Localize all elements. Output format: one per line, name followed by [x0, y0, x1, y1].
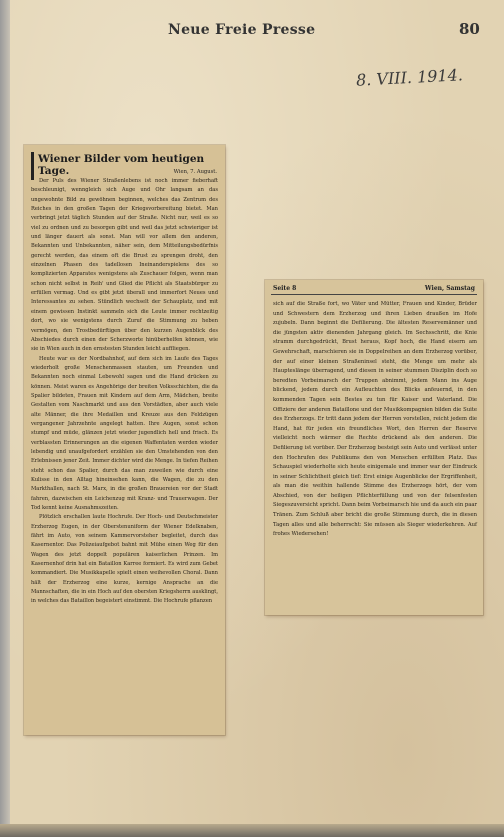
handwritten-date: 8. VIII. 1914.	[355, 65, 464, 90]
header-divider	[271, 294, 477, 295]
article-body-left	[31, 177, 218, 607]
dateline: Wien, 7. August.	[173, 169, 217, 175]
right-header-date: Wien, Samstag	[424, 285, 475, 292]
headline: Wiener Bilder vom heutigen Tage.	[38, 153, 205, 177]
page-number: 80	[459, 20, 480, 38]
article-paragraph: Plötzlich erschallen laute Hochrufe. Der Hoch- und Deutschmeister Erzherzog Eugen, in der Oberstenuniform der Wiener Edelknaben, fährt im Auto, von seinem Kammervorsteher begleitet, durch das Kasernentor. Das Polizeiaufgebot bahnt mit Mühe einen Weg für den Wagen des jetzt doppelt populären kaiserlichen Prinzen. Im Kasernenhof drin hat ein Bataillon Karree formiert. Es wird zum Gebet kommandiert. Die Musikkapelle spielt einen weihevollen Choral. Dann hält der Erzherzog eine kurze, kernige Ansprache an die Mannschaften, die in ein Hoch auf den obersten Kriegsherrn ausklingt, in welches das Bataillon begeistert einstimmt. Die Hochrufe pflanzen	[31, 514, 218, 605]
article-paragraph: Der Puls des Wiener Straßenlebens ist noch immer fieberhaft beschleunigt, wenngleich sich Auge und Ohr langsam an das ungewohnte Bild zu gewöhnen beginnen, welches das Zentrum des Reiches in den großen Tagen der Kriegsvorbereitung bietet. Man verbringt jetzt täglich Stunden auf der Straße. Nicht nur, weil es so viel zu ordnen und zu besorgen gibt und weil das jetzt schwieriger ist und länger dauert als sonst. Man will vor allem den anderen, Bekannten und Unbekannten, näher sein, dem Mitteilungsbedürfnis gerecht werden, das einem oft die Brust zu sprengen droht, den einzelnen Phasen des tadellosen Ineinanderspielens des so komplizierten Apparates wenigstens als Zuschauer folgen, wenn man schon nicht selbst in Reih' und Glied die Pflicht als Staatsbürger zu erfüllen vermag. Und es gibt jetzt überall und immerfort Neues und Interessantes zu sehen. Stündlich wechselt der Schauplatz, und mit einem gewissen Instinkt sammeln sich die Leute immer rechtzeitig dort, wo sie wenigstens durch Zuruf die Stimmung zu heben vermögen, den Trostbedürftigen über den kurzen Augenblick des Abschiedes durch einen der Scherzworte hinüberhelfen können, wie sie in Wien auch in den ernstesten Stunden leicht auffliegen.	[31, 178, 218, 353]
article-paragraph: Heute war es der Nordbahnhof, auf dem sich im Laufe des Tages wiederholt große Menschenmassen stauten, um Freunden und Bekannten noch einmal Lebewohl sagen und die Hand drücken zu können. Meist waren es Angehörige der breiten Volksschichten, die da Spalier bildeten, Frauen mit Kindern auf dem Arm, Mädchen, breite Gestalten vom Naschmarkt und aus den Vorstädten, aber auch viele alte Männer, die ihre Medaillen und Kreuze aus den Feldzügen vergangener Jahrzehnte angelegt hatten. Ihre Augen, sonst schon stumpf und müde, glänzen jetzt wieder jugendlich hell und frisch. Es verblassten Erinnerungen an die eigenen Waffentaten werden wieder lebendig und unaufgefordert erzählen sie den Umstehenden von den Erlebnissen jener Zeit. Immer dichter wird die Menge. In tiefen Reihen steht schon das Spalier, durch das man zuweilen wie durch eine Kulisse in den Alltag hineinsehen kann, die Wagen, die zu den Markthallen, nach St. Marx, in die großen Brauereien vor der Stadt fahren, dazwischen ein Leichenzug mit Kranz- und Trauerwagen. Der Tod kennt keine Ausnahmszeiten.	[31, 355, 218, 512]
right-clipping	[265, 280, 483, 615]
masthead: Neue Freie Presse	[168, 22, 316, 38]
left-clipping	[24, 145, 225, 735]
headline-rule	[31, 152, 34, 180]
scanner-edge-left	[0, 0, 10, 837]
article-body-right: sich auf die Straße fort, wo Väter und Mütter, Frauen und Kinder, Brüder und Schwestern dem Erzherzog und ihren Lieben draußen im Hofe zujubeln. Dann beginnt die Defilierung. Die ältesten Reservemänner und die jüngsten aktiv dienenden Jahrgang gleich. Im Sechsschritt, die Knie stramm durchgedrückt, Brust heraus, Kopf hoch, die Hand eisern am Gewehrschaft, marschieren sie in Doppelreihen an dem Erzherzog vorüber, der auf einer kleinen Straßeninsel steht, die Menge um mehr als Haupteslänge überragend, und diesen in seiner stummen Disziplin doch so beredten Vorbeimarsch der Truppen abnimmt, jedem Mann ins Auge blickend, jedem durch ein Aufleuchten des Blicks anfeuernd, in den kommenden Tagen sein Bestes zu tun für Kaiser und Vaterland. Die Offiziere der anderen Bataillone und der Musikkompagnien bilden die Suite des Erzherzogs. Er tritt dann jedem der Herren vorstellen, reicht jedem die Hand, hat für jeden ein freundliches Wort, den Herren der Reserve vielleicht noch wärmer die Rechte drückend als den anderen. Die Defilierung ist vorüber. Der Erzherzog besteigt sein Auto und verlässt unter den Hochrufen des Publikums den von Menschen erfüllten Platz. Das Schauspiel wiederholte sich heute einigemale und immer war der Eindruck in seiner Schlichtheit gleich tief: Erst einige Augenblicke der Ergriffenheit, als man die weithin hallende Stimme des Erzherzogs hört, der vom Abschied, von der heiligen Pflichterfüllung und von der felsenfesten Siegeszuversicht spricht. Dann beim Vorbeimarsch hie und da auch ein paar Tränen. Zum Schluß aber bricht die große Stimmung durch, die in diesen Tagen alles und alle beherrscht: Sie müssen als Sieger wiederkehren. Auf frohes Wiedersehen!	[273, 301, 478, 538]
scanner-edge-bottom	[0, 824, 504, 837]
right-page-label: Seite 8	[273, 285, 297, 292]
